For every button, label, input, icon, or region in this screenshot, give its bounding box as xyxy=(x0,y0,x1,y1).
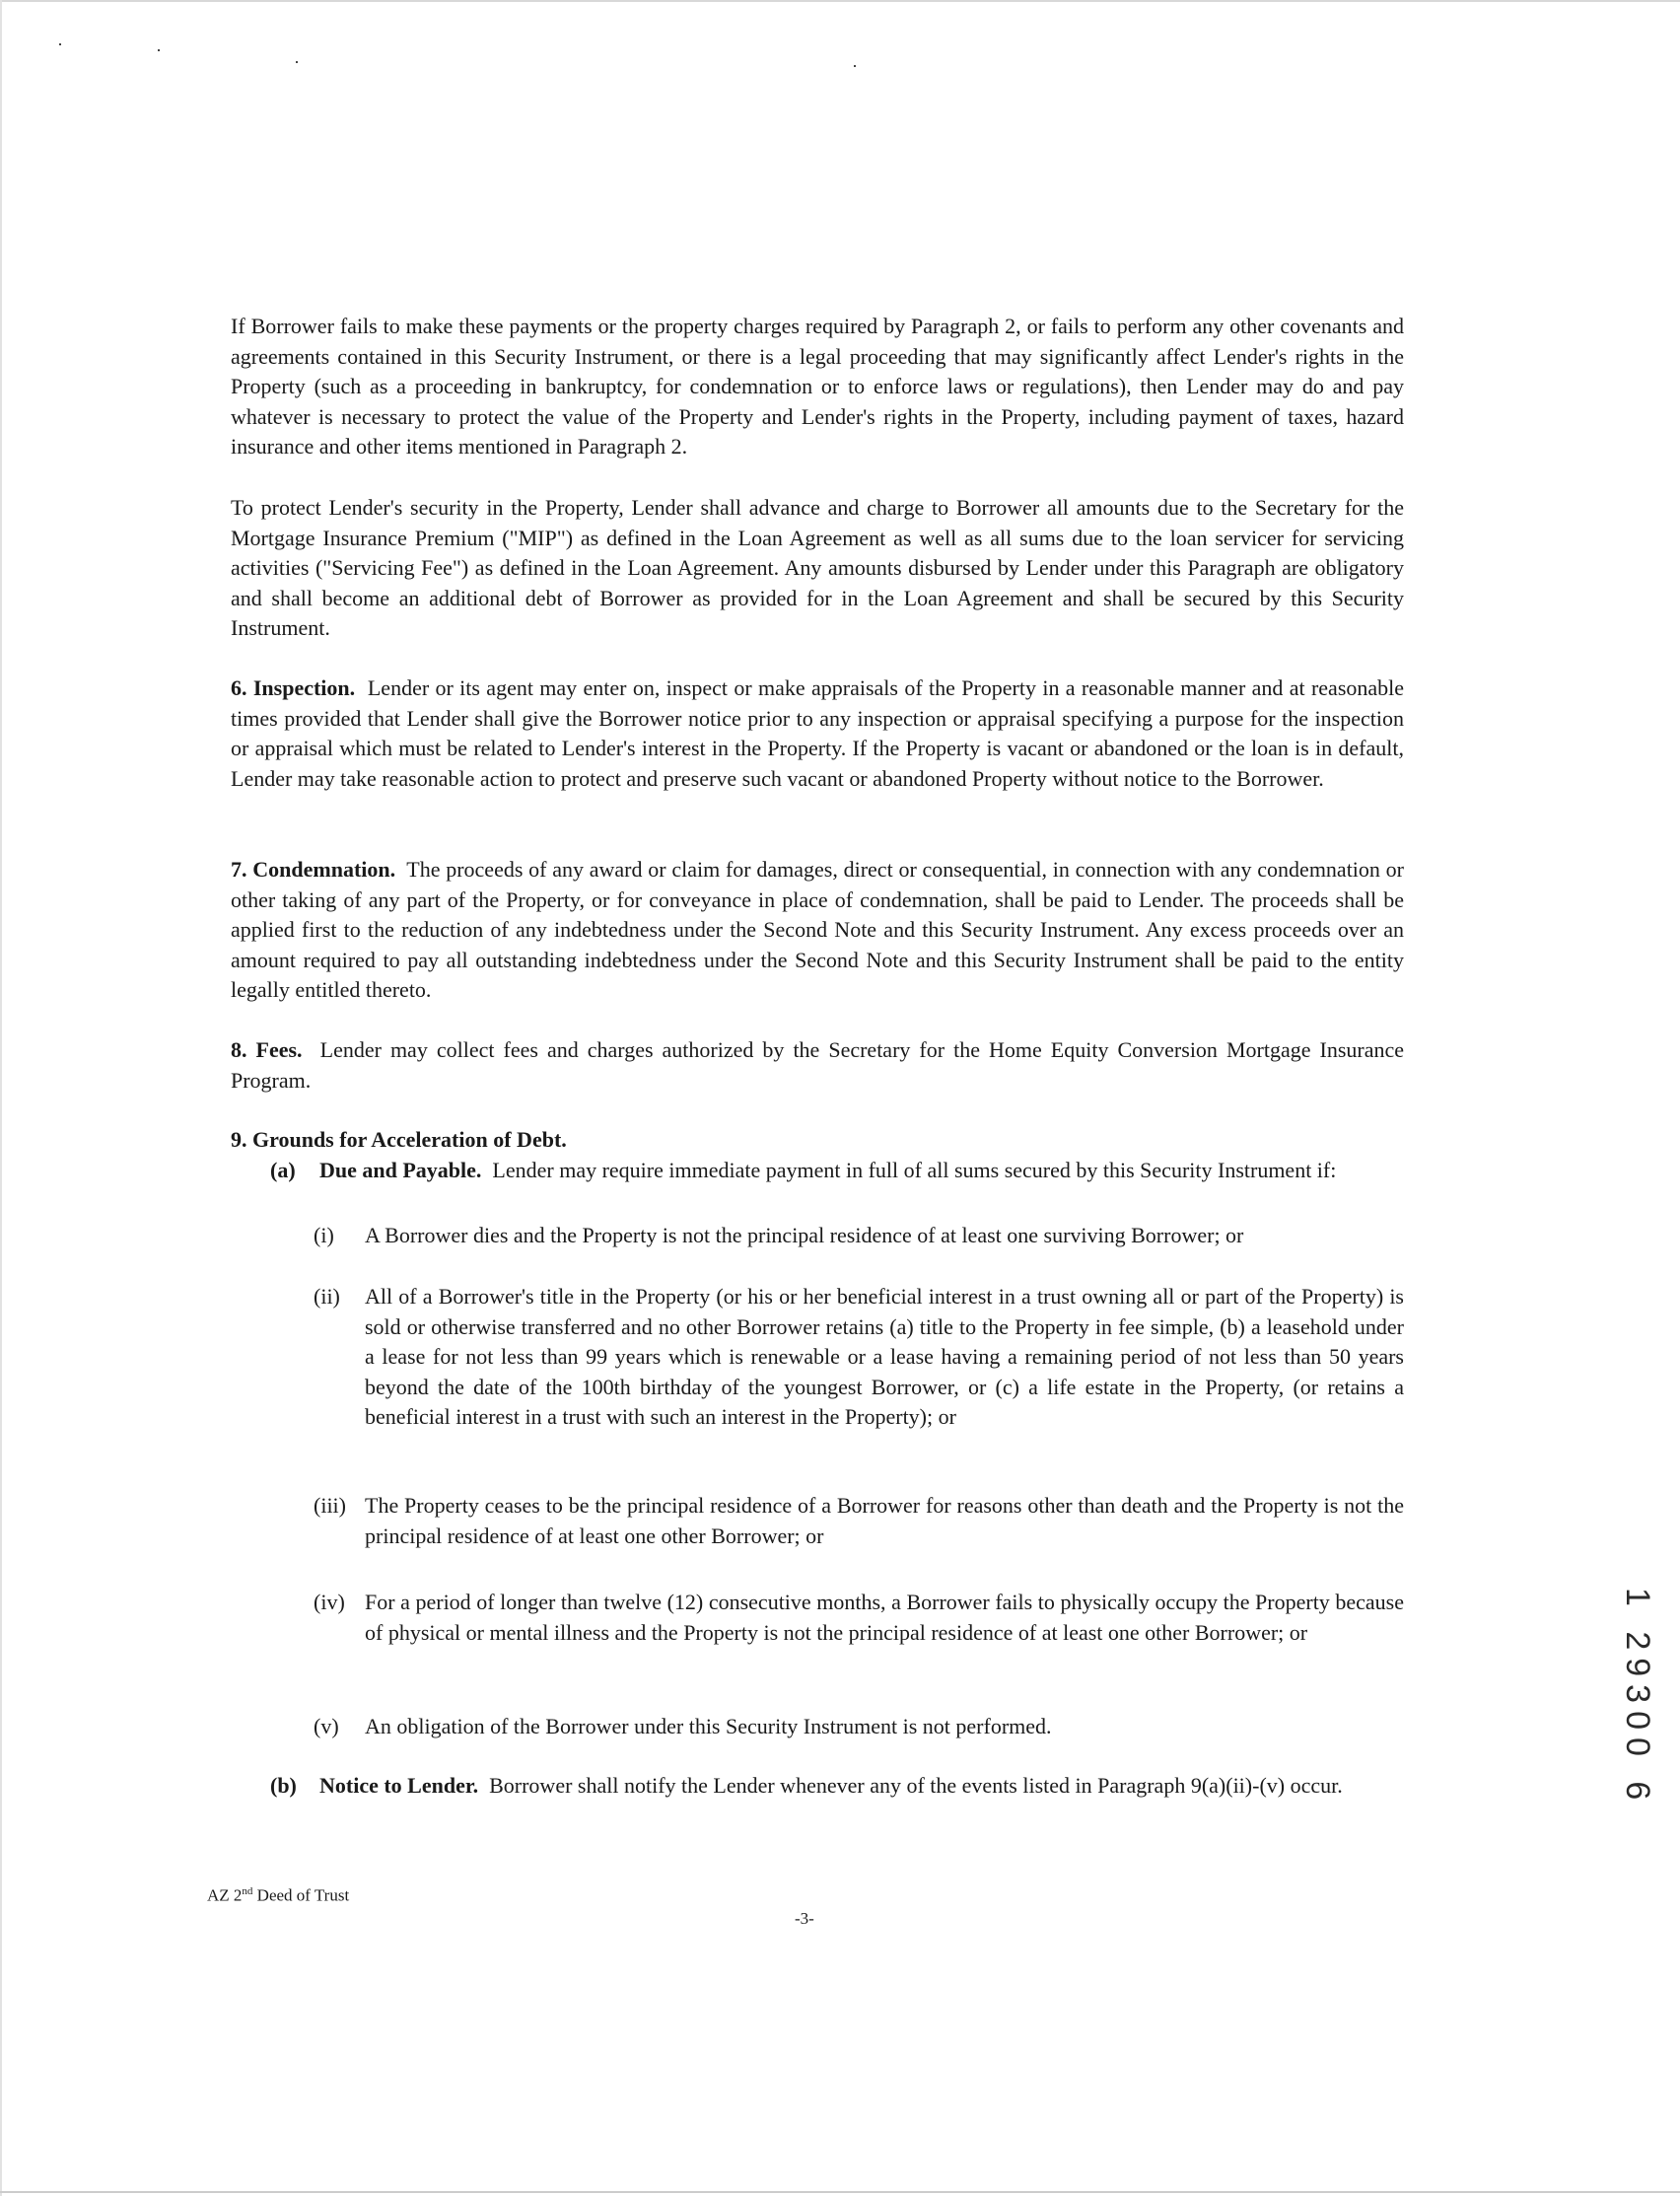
footer-label-prefix: AZ 2 xyxy=(207,1885,243,1905)
section-heading: 9. Grounds for Acceleration of Debt. xyxy=(231,1127,567,1152)
section-text: The proceeds of any award or claim for damages, direct or consequential, in connection with any condemnation or other taking of any part of the Property, or for conveyance in place of condemnation, shall be paid to Lender. The proceeds shall be applied first to the reduction of any indebtedness under the Second Note and this Security Instrument. Any excess proceeds over an amount required to pay all outstanding indebtedness under the Second Note and this Security Instrument shall be paid to the entity legally entitled thereto. xyxy=(231,857,1405,1002)
footer-label-suffix: Deed of Trust xyxy=(256,1885,350,1905)
scan-edge-top xyxy=(0,0,1680,2)
item-number: (ii) xyxy=(314,1284,340,1309)
section-acceleration xyxy=(231,1125,1404,1156)
side-stamp-number: 1 29300 6 xyxy=(1619,1588,1656,1808)
scan-speck xyxy=(854,65,856,67)
section-fees xyxy=(231,1035,1404,1096)
subsection-due-and-payable xyxy=(270,1156,1404,1186)
section-heading: 6. Inspection. xyxy=(231,675,356,700)
document-footer-label xyxy=(207,1885,349,1906)
footer-label-sup: nd xyxy=(242,1885,253,1897)
item-number: (iv) xyxy=(314,1590,345,1614)
item-text: For a period of longer than twelve (12) consecutive months, a Borrower fails to physically occupy the Property because of physical or mental illness and the Property is not the principal residence of at least one other Borrower; or xyxy=(365,1590,1404,1645)
subsection-text: Lender may require immediate payment in full of all sums secured by this Security Instrument if: xyxy=(492,1158,1337,1182)
list-item xyxy=(314,1712,1404,1742)
subsection-marker: (b) xyxy=(270,1773,297,1798)
item-text: The Property ceases to be the principal residence of a Borrower for reasons other than death and the Property is not the principal residence of at least one other Borrower; or xyxy=(365,1493,1404,1548)
item-number: (iii) xyxy=(314,1493,346,1518)
page-number: -3- xyxy=(795,1909,814,1928)
paragraph-text: To protect Lender's security in the Property, Lender shall advance and charge to Borrower all amounts due to the Secretary for the Mortgage Insurance Premium ("MIP") as defined in the Loan Agreement as well as all sums due to the loan servicer for servicing activities ("Servicing Fee") as defined in the Loan Agreement. Any amounts disbursed by Lender under this Paragraph are obligatory and shall become an additional debt of Borrower as provided for in the Loan Agreement and shall be secured by this Security Instrument. xyxy=(231,495,1404,640)
scan-edge-left xyxy=(0,0,2,2196)
subsection-heading: Due and Payable. xyxy=(319,1158,482,1182)
section-heading: 7. Condemnation. xyxy=(231,857,396,882)
section-heading: 8. Fees. xyxy=(231,1037,303,1062)
list-item xyxy=(314,1588,1404,1648)
subsection-marker: (a) xyxy=(270,1158,296,1182)
list-item xyxy=(314,1221,1404,1251)
item-number: (v) xyxy=(314,1714,339,1738)
list-item xyxy=(314,1491,1404,1551)
subsection-notice-to-lender xyxy=(270,1771,1404,1802)
scan-edge-bottom xyxy=(0,2191,1680,2193)
item-text: An obligation of the Borrower under this Security Instrument is not performed. xyxy=(365,1714,1052,1738)
item-text: All of a Borrower's title in the Property (or his or her beneficial interest in a trust owning all or part of the Property) is sold or otherwise transferred and no other Borrower retains (a) title to the Property in fee simple, (b) a leasehold under a lease for not less than 99 years which is renewable or a lease having a remaining period of not less than 50 years beyond the date of the 100th birthday of the youngest Borrower, or (c) a life estate in the Property, (or retains a beneficial interest in a trust with such an interest in the Property); or xyxy=(365,1284,1404,1429)
paragraph-borrower-failure xyxy=(231,312,1404,462)
item-text: A Borrower dies and the Property is not the principal residence of at least one surviving Borrower; or xyxy=(365,1223,1244,1247)
scan-speck xyxy=(158,49,160,51)
section-condemnation xyxy=(231,855,1404,1006)
subsection-heading: Notice to Lender. xyxy=(319,1773,479,1798)
paragraph-text: If Borrower fails to make these payments or the property charges required by Paragraph 2, or fails to perform any other covenants and agreements contained in this Security Instrument, or there is a legal proceeding that may significantly affect Lender's rights in the Property (such as a proceeding in bankruptcy, for condemnation or to enforce laws or regulations), then Lender may do and pay whatever is necessary to protect the value of the Property and Lender's rights in the Property, including payment of taxes, hazard insurance and other items mentioned in Paragraph 2. xyxy=(231,314,1404,459)
list-item xyxy=(314,1282,1404,1433)
section-text: Lender may collect fees and charges authorized by the Secretary for the Home Equity Conversion Mortgage Insurance Program. xyxy=(231,1037,1405,1093)
item-number: (i) xyxy=(314,1223,334,1247)
subsection-text: Borrower shall notify the Lender whenever any of the events listed in Paragraph 9(a)(ii)-(v) occur. xyxy=(489,1773,1343,1798)
scan-speck xyxy=(296,61,298,63)
paragraph-lender-security xyxy=(231,493,1404,644)
section-text: Lender or its agent may enter on, inspect or make appraisals of the Property in a reasonable manner and at reasonable times provided that Lender shall give the Borrower notice prior to any inspection or appraisal specifying a purpose for the inspection or appraisal which must be related to Lender's interest in the Property. If the Property is vacant or abandoned or the loan is in default, Lender may take reasonable action to protect and preserve such vacant or abandoned Property without notice to the Borrower. xyxy=(231,675,1405,791)
section-inspection xyxy=(231,673,1404,794)
scan-speck xyxy=(59,43,61,45)
